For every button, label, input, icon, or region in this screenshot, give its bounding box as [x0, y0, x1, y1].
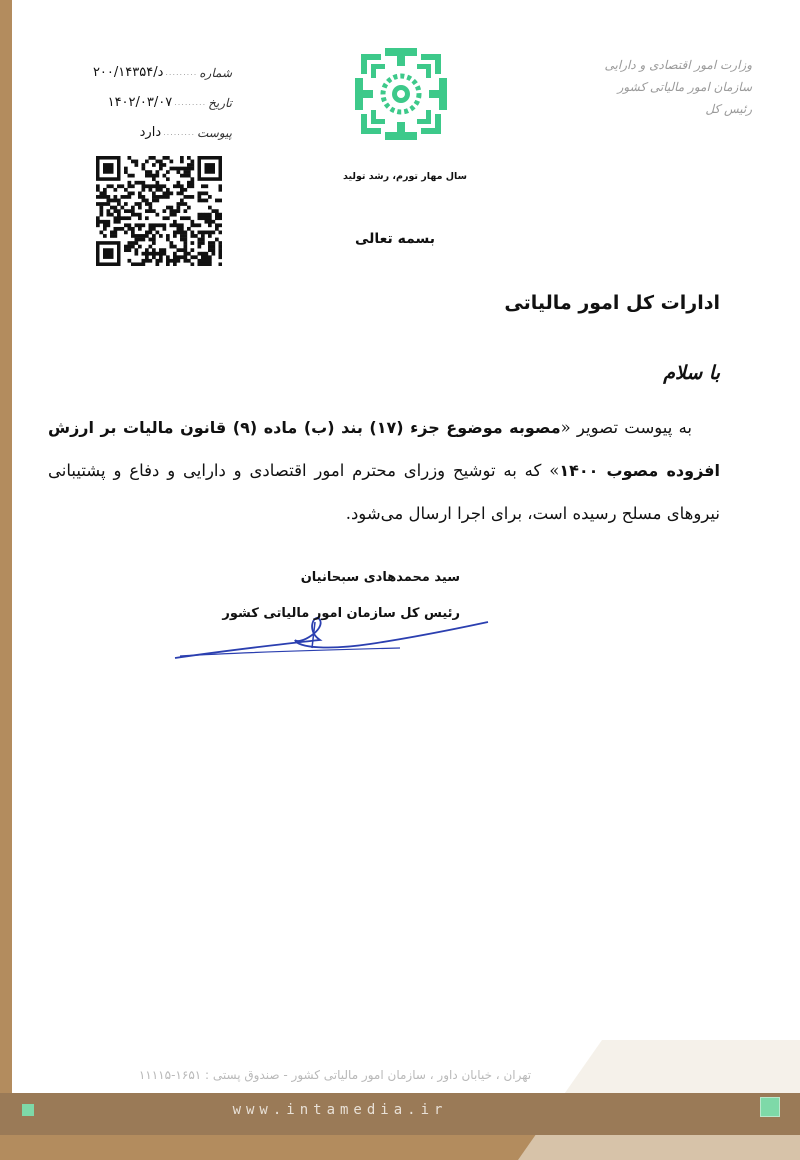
footer-address: تهران ، خیابان داور ، سازمان امور مالیاتی کشور - صندوق پستی : ۱۶۵۱-۱۱۱۱۵ — [138, 1068, 532, 1082]
attachment-label: پیوست — [197, 126, 232, 140]
letterhead — [582, 54, 752, 120]
right-corner-square — [760, 1097, 780, 1117]
date-dots: ......... — [174, 98, 207, 107]
date-value: ۱۴۰۲/۰۳/۰۷ — [107, 95, 173, 110]
tax-organization-logo-icon — [355, 48, 447, 140]
qr-code-icon — [96, 156, 222, 266]
meta-number-row — [82, 58, 232, 88]
year-slogan: سال مهار تورم، رشد تولید — [343, 171, 467, 182]
salutation: با سلام — [663, 362, 720, 384]
bismillah-heading: بسمه تعالی — [354, 231, 436, 247]
attachment-dots: ......... — [163, 128, 195, 137]
body-bold-subject: مصوبه موضوع جزء (۱۷) بند (ب) ماده (۹) قانون مالیات بر ارزش افزوده مصوب ۱۴۰۰ — [48, 418, 720, 480]
number-label: شماره — [199, 66, 232, 80]
letter-meta — [82, 58, 232, 148]
watermark-url: www.intamedia.ir — [232, 1102, 448, 1118]
recipient-heading: ادارات کل امور مالیاتی — [504, 292, 720, 314]
date-label: تاریخ — [208, 96, 232, 110]
letterhead-office: رئیس کل — [705, 102, 752, 116]
body-part-2: » که به توشیح وزرای محترم امور اقتصادی و دارایی و دفاع و پشتیبانی نیروهای مسلح رسیده است، برای اجرا ارسال می‌شود. — [48, 461, 720, 523]
number-dots: ......... — [165, 68, 198, 77]
letterhead-organization: سازمان امور مالیاتی کشور — [617, 80, 752, 94]
letter-body — [48, 406, 720, 535]
signatory-title: رئیس کل سازمان امور مالیاتی کشور — [222, 606, 460, 621]
signatory-name: سید محمدهادی سبحانیان — [300, 570, 460, 585]
meta-date-row — [82, 88, 232, 118]
left-corner-square — [22, 1104, 34, 1116]
body-part-1: به پیوست تصویر « — [560, 418, 693, 437]
letterhead-ministry: وزارت امور اقتصادی و دارایی — [604, 58, 752, 72]
attachment-value: دارد — [139, 125, 162, 140]
number-value: د/۲۰۰/۱۴۳۵۴ — [92, 65, 164, 80]
meta-attachment-row — [82, 118, 232, 148]
